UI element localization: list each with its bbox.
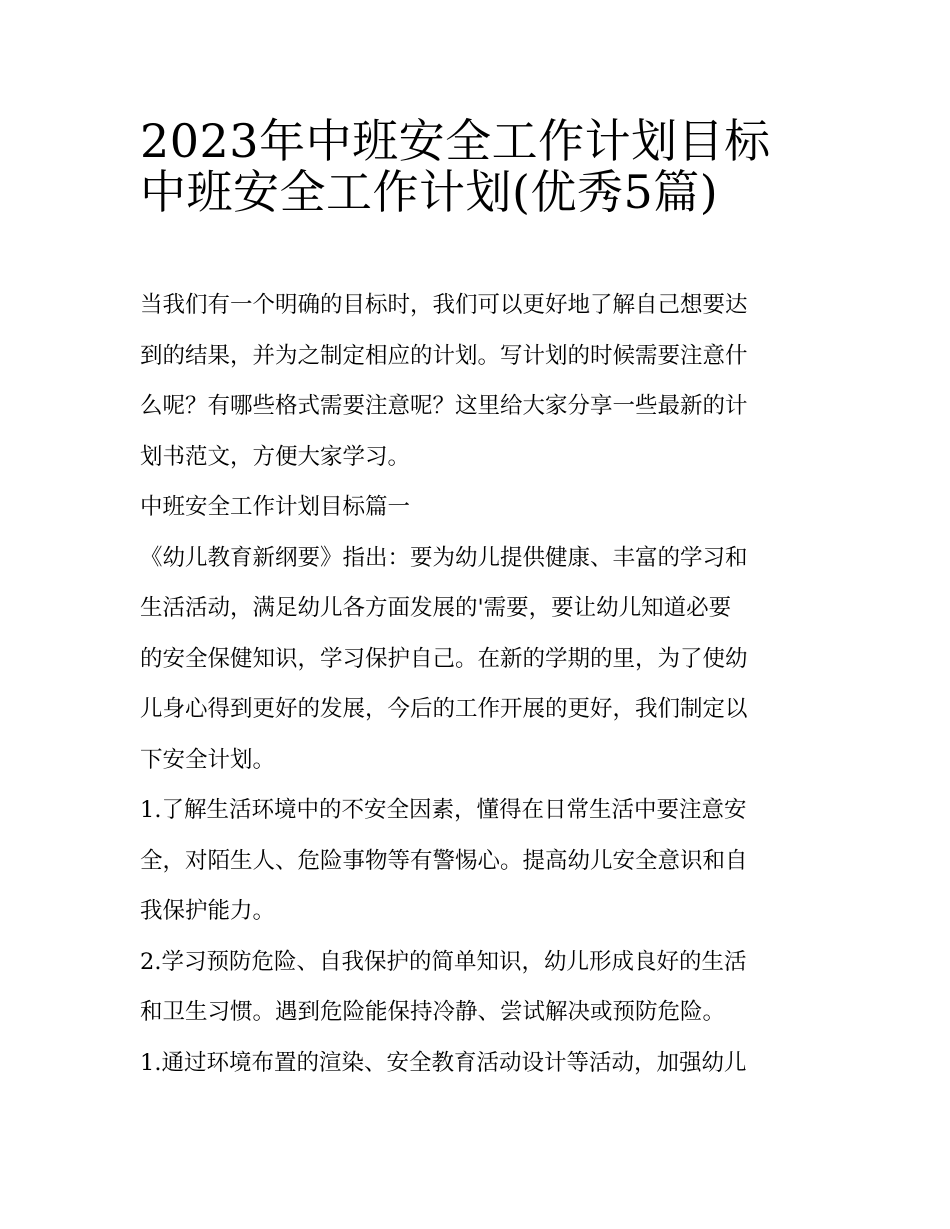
section-heading: 中班安全工作计划目标篇一 — [140, 494, 411, 520]
body-line: 下安全计划。 — [140, 746, 276, 773]
body-line: 的安全保健知识，学习保护自己。在新的学期的里，为了使幼 — [140, 645, 748, 672]
list-item-line: 1.通过环境布置的渲染、安全教育活动设计等活动，加强幼儿 — [140, 1049, 747, 1076]
title-line: 中班安全工作计划(优秀5篇) — [140, 164, 719, 219]
list-item-line: 我保护能力。 — [140, 898, 276, 924]
body-line: 生活活动，满足幼儿各方面发展的'需要，要让幼儿知道必要 — [140, 595, 732, 621]
list-item-line: 1.了解生活环境中的不安全因素，懂得在日常生活中要注意安 — [140, 797, 747, 823]
document-title — [140, 116, 820, 217]
body-line: 划书范文，方便大家学习。 — [140, 443, 411, 470]
body-line: 到的结果，并为之制定相应的计划。写计划的时候需要注意什 — [140, 342, 748, 369]
list-item-line: 和卫生习惯。遇到危险能保持冷静、尝试解决或预防危险。 — [140, 999, 726, 1025]
list-item-line: 全，对陌生人、危险事物等有警惕心。提高幼儿安全意识和自 — [140, 847, 748, 874]
body-line: 《幼儿教育新纲要》指出：要为幼儿提供健康、丰富的学习和 — [140, 544, 748, 571]
body-line: 儿身心得到更好的发展，今后的工作开展的更好，我们制定以 — [140, 696, 748, 722]
document-body — [140, 280, 820, 1088]
body-line: 当我们有一个明确的目标时，我们可以更好地了解自己想要达 — [140, 292, 748, 318]
body-line: 么呢？有哪些格式需要注意呢？这里给大家分享一些最新的计 — [140, 393, 748, 419]
list-item-line: 2.学习预防危险、自我保护的简单知识，幼儿形成良好的生活 — [140, 948, 747, 975]
title-line: 2023年中班安全工作计划目标 — [140, 114, 771, 168]
